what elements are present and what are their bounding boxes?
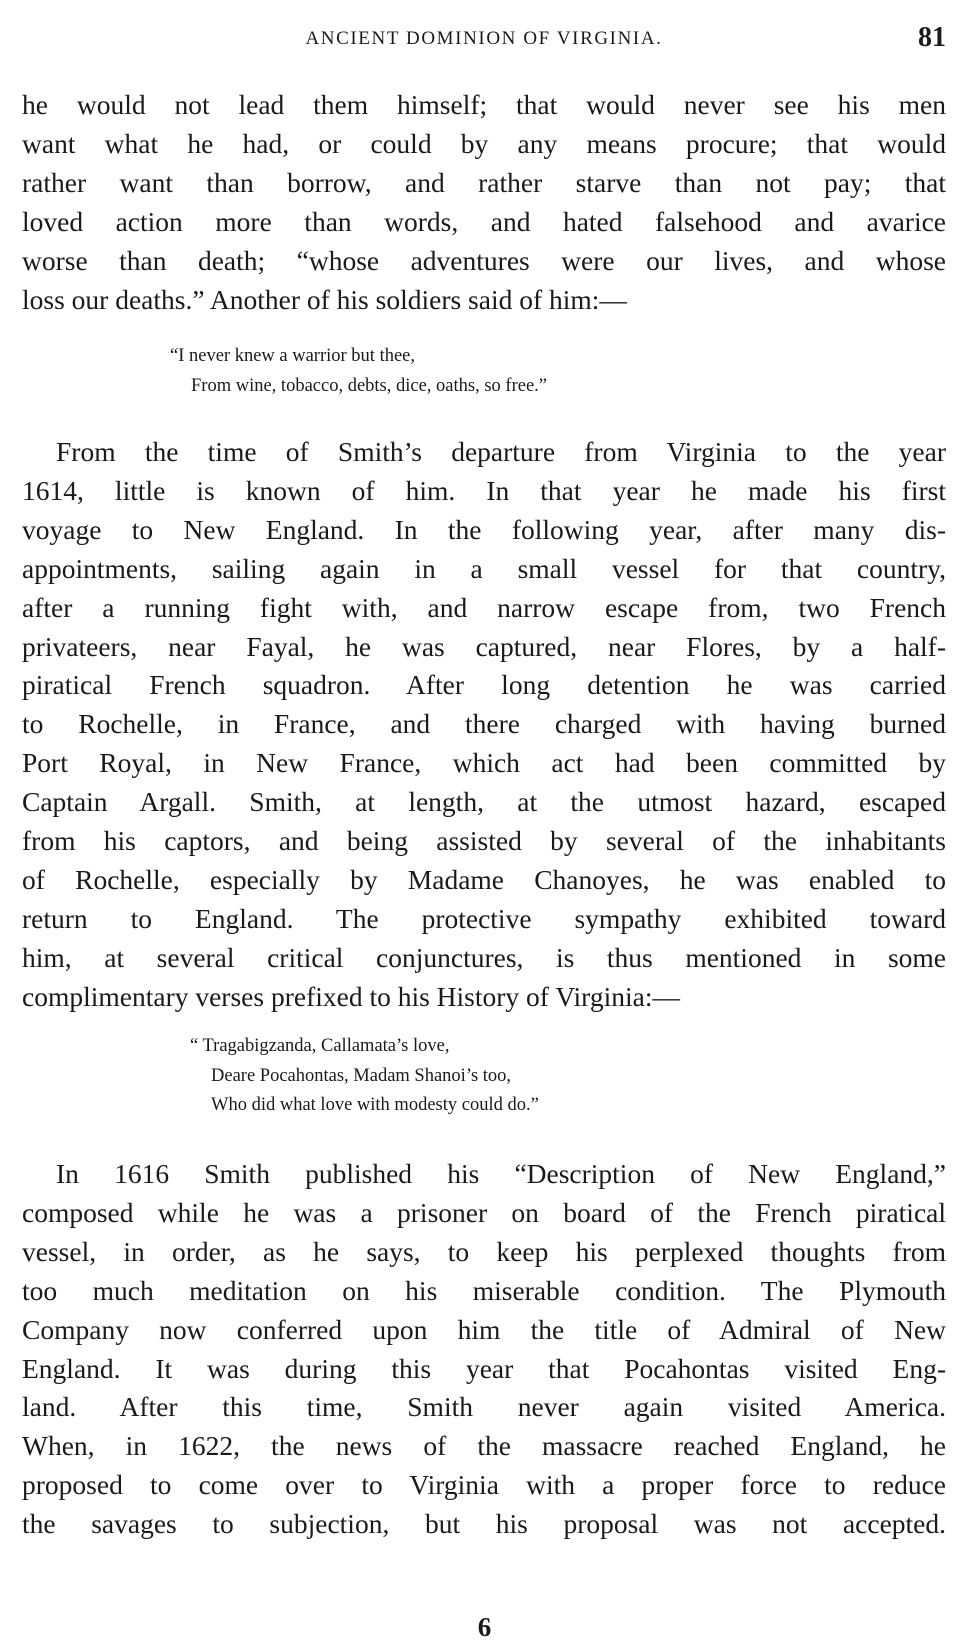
text-line: Port Royal, in New France, which act had been committed by [22,747,946,779]
text-line: too much meditation on his miserable condition. The Plymouth [22,1274,946,1306]
paragraph-3 [22,1155,946,1544]
text-line: When, in 1622, the news of the massacre reached England, he [22,1430,946,1462]
text-line: England. It was during this year that Pocahontas visited Eng- [22,1352,946,1384]
text-line: the savages to subjection, but his proposal was not accepted. [22,1508,946,1540]
text-line: he would not lead them himself; that would never see his men [22,89,946,120]
verse-line: “ Tragabigzanda, Callamata’s love, [190,1036,450,1056]
text-line: from his captors, and being assisted by several of the inhabitants [22,825,946,857]
verse-line: “I never knew a warrior but thee, [170,346,416,366]
text-line: From the time of Smith’s departure from Virginia to the year [56,436,946,467]
text-line: vessel, in order, as he says, to keep his perplexed thoughts from [22,1235,946,1267]
verse-line: Who did what love with modesty could do.” [211,1095,539,1115]
text-line: after a running fight with, and narrow escape from, two French [22,591,946,623]
verse-quote-1 [170,342,547,401]
text-line: complimentary verses prefixed to his History of Virginia:— [22,980,680,1012]
signature-mark: 6 [477,1612,492,1642]
text-line: loss our deaths.” Another of his soldiers said of him:— [22,283,627,315]
text-line: Captain Argall. Smith, at length, at the utmost hazard, escaped [22,786,946,818]
text-line: appointments, sailing again in a small vessel for that country, [22,552,946,584]
text-line: want what he had, or could by any means procure; that would [22,127,946,159]
text-line: loved action more than words, and hated falsehood and avarice [22,205,946,237]
text-line: worse than death; “whose adventures were our lives, and whose [22,244,946,276]
verse-line: From wine, tobacco, debts, dice, oaths, so free.” [191,375,548,396]
text-line: him, at several critical conjunctures, is thus mentioned in some [22,941,946,973]
verse-quote-2 [190,1032,539,1121]
running-title: ANCIENT DOMINION OF VIRGINIA. [305,28,663,49]
text-line: voyage to New England. In the following year, after many dis- [22,513,946,545]
text-line: to Rochelle, in France, and there charged with having burned [22,708,946,740]
text-line: return to England. The protective sympathy exhibited toward [22,902,946,934]
text-line: piratical French squadron. After long detention he was carried [22,669,946,701]
running-head [22,22,946,62]
text-line: In 1616 Smith published his “Description of New England,” [56,1158,946,1189]
text-line: land. After this time, Smith never again visited America. [22,1391,946,1423]
paragraph-1 [22,86,946,319]
text-line: proposed to come over to Virginia with a proper force to reduce [22,1469,946,1501]
text-line: of Rochelle, especially by Madame Chanoyes, he was enabled to [22,863,946,895]
text-line: composed while he was a prisoner on board of the French piratical [22,1196,946,1228]
verse-line: Deare Pocahontas, Madam Shanoi’s too, [211,1065,512,1086]
text-line: 1614, little is known of him. In that year he made his first [22,474,946,506]
page-number: 81 [918,22,946,53]
text-line: privateers, near Fayal, he was captured, near Flores, by a half- [22,630,946,662]
paragraph-2 [22,433,946,1017]
text-line: Company now conferred upon him the title of Admiral of New [22,1313,946,1345]
text-line: rather want than borrow, and rather starve than not pay; that [22,166,946,198]
